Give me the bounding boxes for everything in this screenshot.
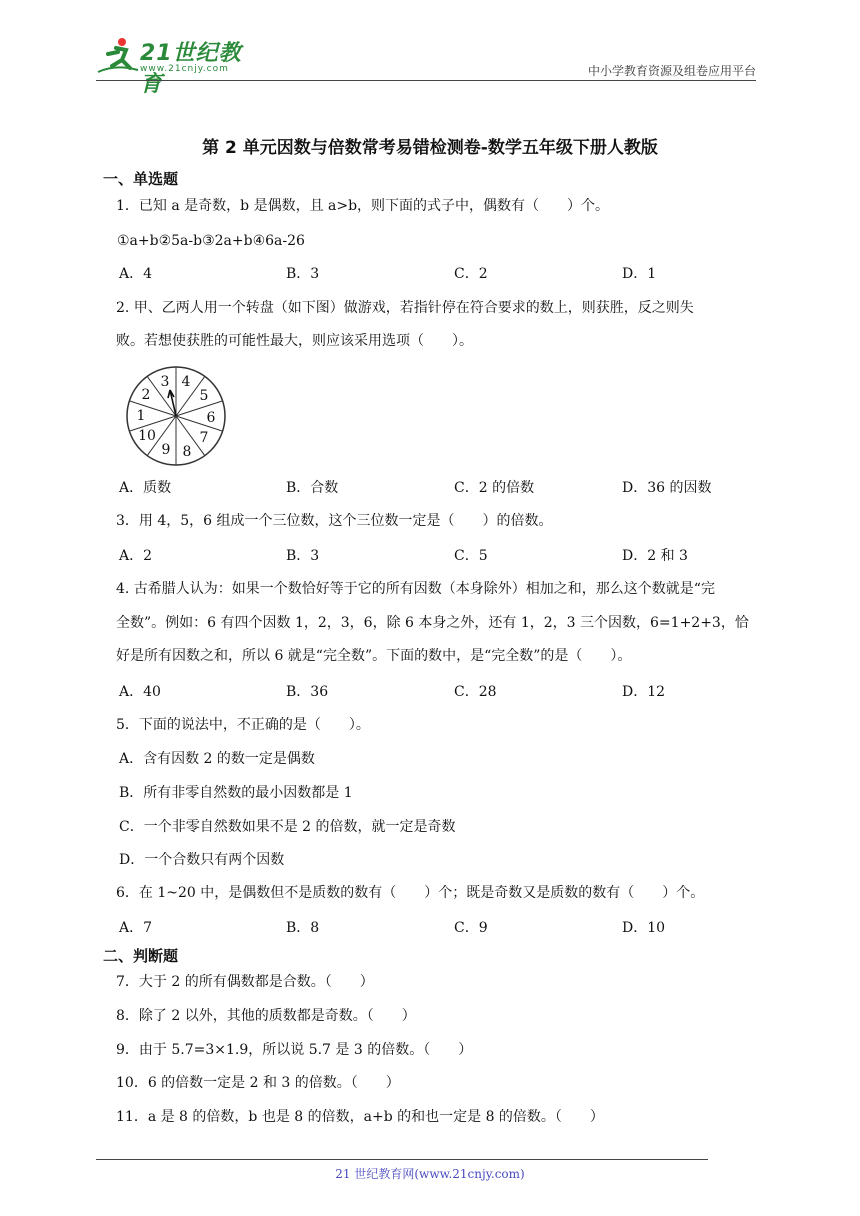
logo-url: www.21cnjy.com [140, 64, 229, 74]
wheel-number: 6 [206, 410, 216, 426]
wheel-number: 4 [181, 374, 191, 390]
site-logo [96, 34, 256, 97]
wheel-number: 5 [199, 388, 209, 404]
q1-option-b: B．3 [286, 266, 320, 282]
q2-option-a: A．质数 [119, 480, 172, 496]
wheel-number: 1 [136, 408, 146, 424]
q5-option-a: A．含有因数 2 的数一定是偶数 [119, 751, 315, 767]
q3-option-c: C．5 [454, 548, 488, 564]
q5-option-b: B．所有非零自然数的最小因数都是 1 [119, 785, 353, 801]
question-1-formula: ①a+b②5a-b③2a+b④6a-26 [117, 233, 305, 249]
q6-option-a: A．7 [119, 920, 153, 936]
question-4-line-2: 全数”。例如：6 有四个因数 1，2，3，6，除 6 本身之外，还有 1，2，3 三个因数，6=1+2+3，恰 [116, 615, 749, 631]
logo-text: 21世纪教育 [140, 41, 242, 97]
q4-option-a: A．40 [119, 684, 161, 700]
q5-option-d: D．一个合数只有两个因数 [119, 852, 285, 868]
q1-option-c: C．2 [454, 266, 488, 282]
question-7-text: 7．大于 2 的所有偶数都是合数。（ ） [116, 974, 374, 990]
wheel-number: 7 [199, 430, 209, 446]
q5-option-c: C．一个非零自然数如果不是 2 的倍数，就一定是奇数 [119, 819, 456, 835]
q4-option-d: D．12 [622, 684, 666, 700]
q6-option-b: B．8 [286, 920, 320, 936]
section-single-choice: 一、单选题 [103, 170, 179, 188]
question-1-text: 1．已知 a 是奇数，b 是偶数，且 a>b，则下面的式子中，偶数有（ ）个。 [116, 198, 610, 214]
q2-option-d: D．36 的因数 [622, 480, 712, 496]
footer-divider [96, 1159, 708, 1160]
question-10-text: 10．6 的倍数一定是 2 和 3 的倍数。（ ） [116, 1075, 400, 1091]
question-4-line-3: 好是所有因数之和，所以 6 就是“完全数”。下面的数中，是“完全数”的是（ ）。 [116, 648, 632, 664]
question-4-line-1: 4. 古希腊人认为：如果一个数恰好等于它的所有因数（本身除外）相加之和，那么这个数就是“完 [116, 581, 715, 597]
footer-text[interactable]: 21 世纪教育网(www.21cnjy.com) [335, 1167, 525, 1181]
wheel-number: 8 [182, 444, 192, 460]
q1-option-a: A．4 [119, 266, 153, 282]
spinner-pointer-icon [168, 390, 176, 416]
header-tagline: 中小学教育资源及组卷应用平台 [587, 64, 756, 78]
q6-option-d: D．10 [622, 920, 666, 936]
section-judge: 二、判断题 [103, 947, 179, 965]
question-9-text: 9．由于 5.7=3×1.9，所以说 5.7 是 3 的倍数。（ ） [116, 1042, 473, 1058]
wheel-number: 10 [138, 428, 156, 444]
wheel-number: 9 [161, 442, 171, 458]
question-6-text: 6．在 1~20 中，是偶数但不是质数的数有（ ）个；既是奇数又是质数的数有（ ）个。 [116, 885, 705, 901]
header-divider [96, 80, 756, 81]
question-8-text: 8．除了 2 以外，其他的质数都是奇数。（ ） [116, 1008, 416, 1024]
q3-option-a: A．2 [119, 548, 153, 564]
question-2-line-2: 败。若想使获胜的可能性最大，则应该采用选项（ ）。 [116, 333, 473, 349]
q4-option-c: C．28 [454, 684, 497, 700]
spinner-wheel [124, 364, 228, 468]
runner-logo-icon [96, 34, 140, 78]
q2-option-c: C．2 的倍数 [454, 480, 535, 496]
question-11-text: 11．a 是 8 的倍数，b 也是 8 的倍数，a+b 的和也一定是 8 的倍数。（ ） [116, 1109, 604, 1125]
q3-option-d: D．2 和 3 [622, 548, 688, 564]
question-5-text: 5．下面的说法中，不正确的是（ ）。 [116, 717, 370, 733]
wheel-number: 2 [141, 387, 151, 403]
page-title: 第 2 单元因数与倍数常考易错检测卷-数学五年级下册人教版 [202, 138, 658, 158]
wheel-number: 3 [160, 374, 170, 390]
q2-option-b: B．合数 [286, 480, 339, 496]
q6-option-c: C．9 [454, 920, 488, 936]
q3-option-b: B．3 [286, 548, 320, 564]
q4-option-b: B．36 [286, 684, 329, 700]
q1-option-d: D．1 [622, 266, 657, 282]
question-3-text: 3．用 4，5，6 组成一个三位数，这个三位数一定是（ ）的倍数。 [116, 513, 553, 529]
question-2-line-1: 2. 甲、乙两人用一个转盘（如下图）做游戏，若指针停在符合要求的数上，则获胜，反之则失 [116, 300, 694, 316]
